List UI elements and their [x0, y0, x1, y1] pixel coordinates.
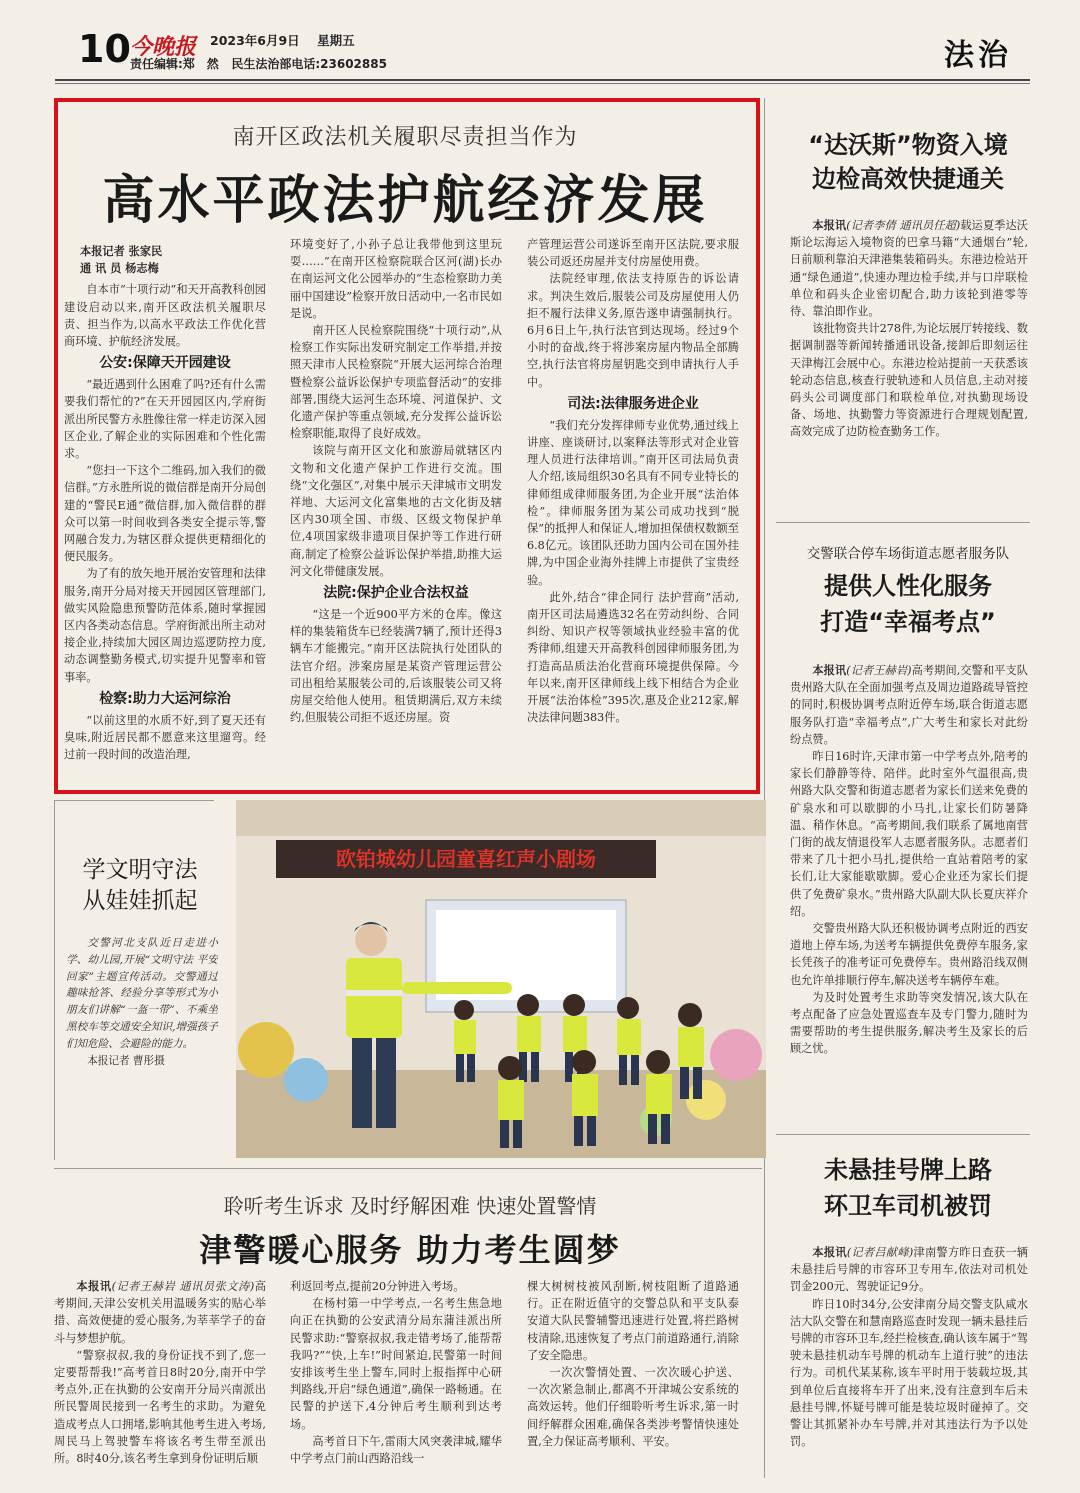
editor-line — [130, 55, 387, 72]
right-divider — [776, 522, 1030, 523]
paragraph: 该批物资共计278件,为论坛展厅转接线、数据调制器等新闻转播通讯设备,接卸后即刻运往天津梅江会展中心。东港边检站提前一天获悉该轮动态信息,核查行驶轨迹和人员信息,主动对接码头公司调度部门和联检单位,对执勤现场设备、场地、执勤警力等资源进行合理规划配置,高效完成了边防检查勤务工作。 — [790, 322, 1028, 439]
main-story-title: 高水平政法护航经济发展 — [102, 171, 708, 231]
main-story-col2 — [290, 236, 502, 780]
right2-kicker: 交警联合停车场街道志愿者服务队 — [806, 546, 1010, 562]
paragraph: 环境变好了,小孙子总让我带他到这里玩耍……”在南开区检察院联合区河(湖)长办在南运河文化公园举办的“生态检察助力美丽中国建设”检察开放日活动中,一名市民如是说。 — [290, 238, 502, 320]
paragraph: 产管理运营公司遂诉至南开区法院,要求服装公司返还房屋并支付房屋使用费。 — [527, 238, 739, 269]
right1-title-line2: 边检高效快捷通关 — [812, 165, 1004, 193]
paragraph — [790, 217, 1028, 320]
photo-credit: 本报记者 曹彤摄 — [87, 1054, 165, 1067]
subhead-court: 法院:保护企业合法权益 — [323, 585, 469, 602]
paragraph: 昨日10时34分,公安津南分局交警支队咸水沽大队交警在和慧南路巡查时发现一辆未悬挂后号牌的市容环卫车,经拦检核查,确认该车属于“驾驶未悬挂机动车号牌的机动车上道行驶”的违法行为。司机代某某称,该车平时用于装载垃圾,其到单位后直接将车开了出来,没有注意到车后未悬挂号牌,怀疑号牌可能是装垃圾时碰掉了。交警让其抓紧补办车号牌,并对其违法行为予以处罚。 — [790, 1297, 1028, 1449]
photo-caption: 交警河北支队近日走进小学、幼儿园,开展“文明守法 平安回家”主题宣传活动。交警通过趣味抢答、经验分享等形式为小朋友们讲解“一盔一带”、不乘坐黑校车等交通安全知识,增强孩子们知危险、会避险的能力。 — [66, 937, 218, 1050]
photo-illustration — [236, 800, 766, 1158]
paragraph: 为了有的放矢地开展治安管理和法律服务,南开分局对接天开园园区管理部门,做实风险隐患预警防范体系,随时掌握园区内各类动态信息。学府街派出所主动对接企业,持续加大园区周边巡逻防控力度,动态调整勤务模式,切实提升见警率和管事率。 — [64, 567, 266, 684]
issue-date — [210, 31, 355, 49]
paragraph: “您扫一下这个二维码,加入我们的微信群。”方永胜所说的微信群是南开分局创建的“警民E通”微信群,加入微信群的群众可以第一时间收到各类安全提示等,警网融合发力,为辖区群众提供更精细化的便民服务。 — [64, 464, 266, 564]
photo-story-title-line1: 学文明守法 — [82, 857, 198, 883]
stage-banner: 欧铂城幼儿园童喜红声小剧场 — [336, 847, 596, 871]
lead-label: 本报讯 — [812, 663, 847, 677]
right1-title-line1: “达沃斯”物资入境 — [808, 131, 1008, 159]
dept-phone: 民生法治部电话:23602885 — [231, 57, 387, 71]
right2-title-line1: 提供人性化服务 — [824, 572, 992, 600]
bottom-divider — [54, 1168, 762, 1169]
weekday-text: 星期五 — [317, 33, 355, 48]
reporter-credit: (记者吕献峰) — [846, 1246, 914, 1259]
right1-body — [790, 217, 1028, 497]
paragraph: 昨日16时许,天津市第一中学考点外,陪考的家长们静静等待、陪伴。此时室外气温很高,贵州路大队交警和街道志愿者为家长们送来免费的矿泉水和可以歇脚的小马扎,让家长们防暑降温、稍作休息。“高考期间,我们联系了属地南营门街的战友情退役军人志愿者服务队。志愿者们带来了几十把小马扎,提供给一直站着陪考的家长们,让大家能歇歇脚。爱心企业还为家长们提供了免费矿泉水。”贵州路大队副大队长夏庆祥介绍。 — [790, 750, 1028, 918]
paragraph — [790, 662, 1028, 748]
column-divider — [764, 98, 765, 1478]
photo-story-title-line2: 从娃娃抓起 — [82, 888, 198, 914]
photo-story-title — [60, 855, 220, 917]
right2-body — [790, 662, 1028, 1112]
reporter-credit: (记者王赫岩 通讯员张文涛) — [111, 1280, 255, 1293]
paragraph: 为及时处置考生求助等突发情况,该大队在考点配备了应急处置巡查车及专门警力,随时为需要帮助的考生提供服务,解决考生及家长的后顾之忧。 — [790, 990, 1028, 1056]
paragraph: 法院经审理,依法支持原告的诉讼请求。判决生效后,服装公司及房屋使用人仍拒不履行法律义务,原告遂申请强制执行。6月6日上午,执行法官到达现场。经过9个小时的奋战,终于将涉案房屋内物品全部腾空,执行法官将房屋钥匙交到申请执行人手中。 — [527, 272, 739, 389]
right1-title — [778, 128, 1038, 196]
paragraph: 棵大树树枝被风刮断,树枝阻断了道路通行。正在附近值守的交警总队和平支队泰安道大队民警辅警迅速进行处置,将拦路树枝清除,迅速恢复了考点门前道路通行,消除了安全隐患。 — [527, 1280, 739, 1362]
header-rule-thin — [55, 83, 1030, 84]
subhead-justice: 司法:法律服务进企业 — [567, 395, 699, 412]
paragraph: 高考首日下午,雷雨大风突袭津城,耀华中学考点门前山西路沿线一 — [290, 1434, 502, 1466]
main-story-col3 — [527, 236, 739, 780]
bottom-story-col2 — [290, 1278, 502, 1488]
date-text: 2023年6月9日 — [210, 33, 300, 48]
masthead-logo: 今晚报 — [130, 34, 197, 60]
paragraph-text: 津南警方昨日查获一辆未悬挂后号牌的市容环卫专用车,依法对司机处罚金200元、驾驶证记9分。 — [790, 1246, 1028, 1294]
section-title: 法治 — [944, 38, 1012, 73]
paragraph: 一次次警情处置、一次次暖心护送、一次次紧急制止,都离不开津城公安系统的高效运转。他们仔细聆听考生诉求,第一时间纾解群众困难,确保各类涉考警情快速处置,全力保证高考顺利、平安。 — [527, 1366, 739, 1448]
paragraph: 交警贵州路大队还积极协调考点附近的西安道地上停车场,为送考车辆提供免费停车服务,家长凭孩子的准考证可免费停车。贵州路沿线双侧也允许单排顺行停车,解决送考车辆停车难。 — [790, 922, 1028, 987]
paragraph: 南开区人民检察院围绕“十项行动”,从检察工作实际出发研究制定工作举措,并按照天津市人民检察院“开展大运河综合治理暨检察公益诉讼保护专项监督活动”的安排部署,围绕大运河生态环境、河道保护、文化遗产保护等重点领域,充分发挥公益诉讼检察职能,取得了良好成效。 — [290, 324, 502, 441]
byline-correspondent: 通 讯 员 杨志梅 — [80, 261, 159, 276]
photo-box-rule — [54, 800, 214, 801]
paragraph: “警察叔叔,我的身份证找不到了,您一定要帮帮我!”高考首日8时20分,南开中学考点外,正在执勤的公安南开分局兴南派出所民警周民接到一名考生的求助。为避免造成考点人口拥堵,影响其他考生进入考场,周民马上驾驶警车将该名考生带至派出所。8时40分,该名考生拿到身份证明后顺 — [54, 1348, 266, 1466]
lead-label: 本报讯 — [812, 1245, 847, 1259]
subhead-police: 公安:保障天开园建设 — [99, 355, 231, 372]
page-number: 10 — [78, 27, 131, 71]
right2-title — [778, 568, 1038, 640]
editor-name: 责任编辑:郑 然 — [130, 57, 219, 71]
paragraph: “以前这里的水质不好,到了夏天还有臭味,附近居民都不愿意来这里遛弯。经过前一段时间的改造治理, — [64, 713, 266, 762]
paragraph: 此外,结合“律企同行 法护营商”活动,南开区司法局遴选32名在劳动纠纷、合同纠纷、知识产权等领域执业经验丰富的优秀律师,组建天开高教科创园律师服务团,为打造高品质法治化营商环境提供保障。今年以来,南开区律师线上线下相结合为企业开展“法治体检”395次,惠及企业212家,解决法律问题383件。 — [527, 590, 739, 725]
paragraph — [790, 1244, 1028, 1296]
paragraph-text: 高考期间,天津公安机关用温暖务实的贴心举措、高效便捷的爱心服务,为莘莘学子的奋斗与梦想护航。 — [54, 1280, 266, 1345]
right3-title-line2: 环卫车司机被罚 — [824, 1192, 992, 1220]
lead-label: 本报讯 — [812, 218, 847, 232]
paragraph: 利返回考点,提前20分钟进入考场。 — [290, 1280, 465, 1293]
paragraph: 自本市“十项行动”和天开高教科创园建设启动以来,南开区政法机关履职尽责、担当作为,以高水平政法工作优化营商环境、护航经济发展。 — [64, 283, 266, 349]
right3-title-line1: 未悬挂号牌上路 — [824, 1156, 992, 1184]
bottom-story-col1 — [54, 1278, 266, 1488]
paragraph-text: 载运夏季达沃斯论坛海运入境物资的巴拿马籍“大通烟台”轮,日前顺利靠泊天津港集装箱码头。东港边检站开通“绿色通道”,快速办理边检手续,并与口岸联检单位和码头企业密切配合,助力该轮到港零等待、靠泊即作业。 — [790, 219, 1028, 319]
paragraph: “这是一个近900平方米的仓库。像这样的集装箱货车已经装满7辆了,预计还得3辆车才能搬完。”南开区法院执行处团队的法官介绍。涉案房屋是某资产管理运营公司出租给某服装公司的,后该服装公司又将房屋交给他人使用。租赁期满后,双方未续约,但服装公司拒不返还房屋。资 — [290, 608, 502, 725]
paragraph: “最近遇到什么困难了吗?还有什么需要我们帮忙的?”在天开园园区内,学府街派出所民警方永胜像往常一样走访深入园区企业,了解企业的实际困难和个性化需求。 — [64, 378, 266, 461]
bottom-story-col3 — [527, 1278, 739, 1488]
main-story-kicker: 南开区政法机关履职尽责担当作为 — [232, 125, 578, 150]
paragraph: 该院与南开区文化和旅游局就辖区内文物和文化遗产保护工作进行交流。围绕“文化强区”,对集中展示天津城市文明发祥地、大运河文化富集地的古文化街及辖区内30项全国、市级、区级文物保护单位,4项国家级非遗项目保护等工作进行研商,制定了检察公益诉讼保护举措,助推大运河文化带健康发展。 — [290, 444, 502, 578]
right2-title-line2: 打造“幸福考点” — [820, 608, 996, 636]
kindergarten-photo — [236, 800, 766, 1158]
paragraph — [54, 1278, 266, 1347]
paragraph: “我们充分发挥律师专业优势,通过线上讲座、座谈研讨,以案释法等形式对企业管理人员进行法律培训。”南开区司法局负责人介绍,该局组织30名具有不同专业特长的律师组成律师服务团,为企业开展“法治体检”。律师服务团为某公司成功找到“脱保”的抵押人和保证人,增加担保债权数额至6.8亿元。该团队还助力国内公司在国外挂牌,为中国企业海外挂牌上市提供了宝贵经验。 — [527, 418, 739, 587]
photo-box-rule — [54, 800, 55, 1160]
reporter-credit: (记者李倩 通讯员任超) — [846, 219, 961, 232]
photo-story-body — [66, 935, 218, 1110]
paragraph-text: 高考期间,交警和平支队贵州路大队在全面加强考点及周边道路疏导管控的同时,积极协调考点附近停车场,联合街道志愿服务队打造“幸福考点”,广大考生和家长对此纷纷点赞。 — [790, 664, 1028, 746]
byline-reporter: 本报记者 张家民 — [80, 244, 163, 258]
bottom-story-title: 津警暖心服务 助力考生圆梦 — [199, 1231, 621, 1269]
subhead-procuratorate: 检察:助力大运河综治 — [99, 690, 231, 707]
header-rule — [55, 79, 1030, 81]
main-story-col1 — [64, 243, 266, 780]
reporter-credit: (记者王赫岩) — [846, 664, 912, 677]
right-divider — [776, 1134, 1030, 1135]
lead-label: 本报讯 — [76, 1279, 112, 1293]
right3-body — [790, 1244, 1028, 1484]
right3-title — [778, 1152, 1038, 1224]
bottom-story-kicker: 聆听考生诉求 及时纾解困难 快速处置警情 — [223, 1194, 597, 1218]
paragraph: 在杨村第一中学考点,一名考生焦急地向正在执勤的公安武清分局东蒲洼派出所民警求助:“警察叔叔,我走错考场了,能帮帮我吗?”“快,上车!”时间紧迫,民警第一时间安排该考生坐上警车,同时上报指挥中心研判路线,开启“绿色通道”,确保一路畅通。在民警的护送下,4分钟后考生顺利到达考场。 — [290, 1297, 502, 1431]
